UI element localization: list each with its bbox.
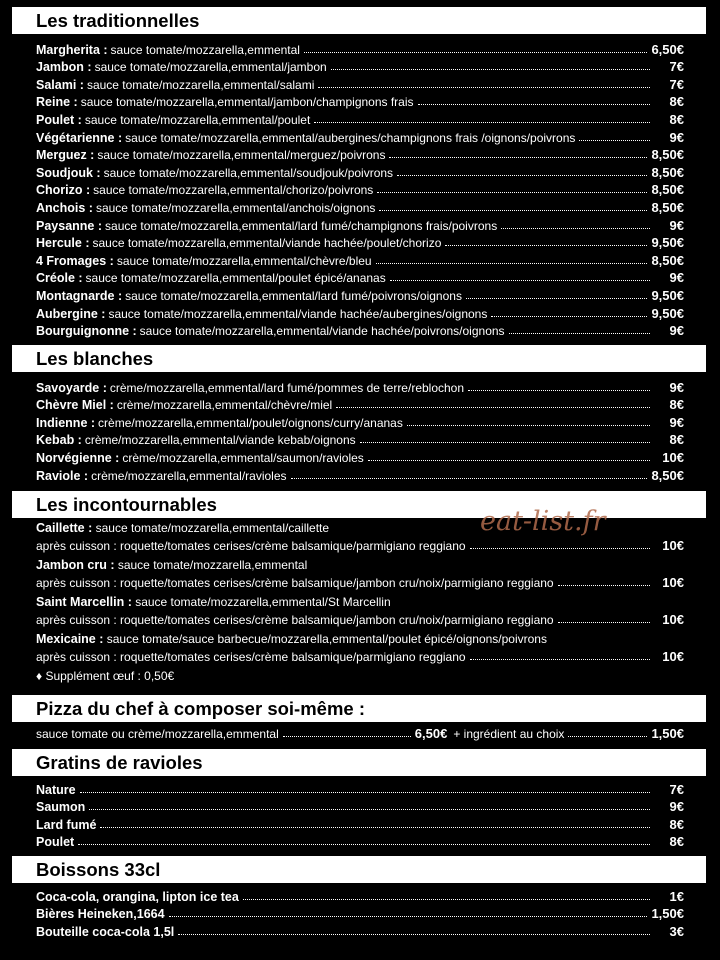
menu-item: [36, 904, 684, 922]
item-description: crème/mozzarella,emmental/lard fumé/pommes de terre/reblochon: [109, 380, 465, 395]
item-name: Montagnarde :: [36, 288, 123, 303]
menu-item: [36, 412, 684, 430]
dot-leader: [377, 191, 647, 193]
dot-leader: [418, 103, 650, 105]
dot-leader: [336, 406, 650, 408]
item-name: Margherita :: [36, 42, 108, 57]
dot-leader: [390, 279, 650, 281]
item-price: 7€: [669, 781, 684, 797]
item-price: 10€: [662, 649, 684, 664]
section-header-chef: Pizza du chef à composer soi-même :: [12, 695, 706, 722]
item-description: sauce tomate/sauce barbecue/mozzarella,emmental/poulet épicé/oignons/poivrons: [103, 632, 547, 646]
menu-item: [36, 197, 684, 215]
item-price: 9€: [669, 414, 684, 430]
item-description: sauce tomate/mozzarella,emmental/lard fumé/champignons frais/poivrons: [105, 218, 498, 233]
item-price: 8,50€: [651, 164, 684, 180]
item-description: sauce tomate/mozzarella,emmental/aubergines/champignons frais /oignons/poivrons: [125, 130, 576, 145]
item-price: 8,50€: [651, 147, 684, 163]
item-price: 3€: [669, 923, 684, 939]
item-price: 10€: [662, 575, 684, 590]
dot-leader: [243, 898, 650, 900]
item-name: Savoyarde :: [36, 380, 107, 395]
dot-leader: [491, 315, 647, 317]
incontournable-after-line: [36, 573, 684, 590]
item-name: Caillette :: [36, 521, 93, 535]
item-price: 9€: [669, 270, 684, 286]
item-description: sauce tomate/mozzarella,emmental/viande hachée/poulet/chorizo: [92, 236, 442, 251]
item-description: sauce tomate/mozzarella,emmental: [114, 558, 308, 572]
dot-leader: [379, 209, 647, 211]
item-name: Bourguignonne :: [36, 324, 137, 339]
dot-leader: [466, 297, 648, 299]
item-description: sauce tomate/mozzarella,emmental: [110, 42, 300, 57]
item-description: sauce tomate/mozzarella,emmental/caillette: [92, 521, 330, 535]
item-description: sauce tomate/mozzarella,emmental/poulet: [84, 112, 311, 127]
item-description: sauce tomate/mozzarella,emmental/lard fumé/poivrons/oignons: [125, 288, 462, 303]
dot-leader: [470, 548, 650, 549]
menu-item: [36, 797, 684, 815]
section-header-gratins: Gratins de ravioles: [12, 749, 706, 776]
item-description: crème/mozzarella,emmental/saumon/ravioles: [122, 450, 364, 465]
section-header-incontournables: Les incontournables: [12, 491, 706, 518]
item-name: Poulet: [36, 835, 75, 850]
item-price: 9€: [669, 129, 684, 145]
item-name: Coca-cola, orangina, lipton ice tea: [36, 889, 239, 904]
dot-leader: [169, 915, 648, 917]
dot-leader: [568, 736, 647, 737]
item-price: 8€: [669, 816, 684, 832]
chef-base-price: 6,50€: [414, 726, 448, 741]
menu-item: [36, 886, 684, 904]
item-description: sauce tomate/mozzarella,emmental/anchois/oignons: [95, 200, 376, 215]
dot-leader: [445, 244, 647, 246]
item-name: Anchois :: [36, 200, 93, 215]
dot-leader: [314, 121, 650, 123]
menu-item: [36, 447, 684, 465]
item-name: Indienne :: [36, 415, 96, 430]
item-price: 8,50€: [651, 182, 684, 198]
supplement-note: ♦ Supplément œuf : 0,50€: [36, 669, 175, 683]
dot-leader: [360, 441, 650, 443]
item-name: Jambon :: [36, 60, 92, 75]
item-description: sauce tomate/mozzarella,emmental/salami: [86, 77, 315, 92]
item-name: Soudjouk :: [36, 165, 101, 180]
menu-item: [36, 303, 684, 321]
menu-item: [36, 921, 684, 939]
menu-item: [36, 395, 684, 413]
menu-item: [36, 74, 684, 92]
item-description: sauce tomate/mozzarella,emmental/viande hachée/poivrons/oignons: [139, 324, 505, 339]
item-description: sauce tomate/mozzarella,emmental/merguez/poivrons: [97, 148, 386, 163]
dot-leader: [509, 332, 650, 334]
dot-leader: [368, 459, 650, 461]
item-name: Jambon cru :: [36, 558, 115, 572]
item-price: 10€: [662, 612, 684, 627]
dot-leader: [468, 389, 650, 391]
item-name: Paysanne :: [36, 218, 103, 233]
item-name: Mexicaine :: [36, 632, 104, 646]
incontournable-title-line: [36, 631, 684, 648]
menu-item: [36, 814, 684, 832]
menu-item: [36, 215, 684, 233]
item-price: 8,50€: [651, 252, 684, 268]
item-price: 1,50€: [651, 906, 684, 922]
dot-leader: [376, 262, 648, 264]
item-description: sauce tomate/mozzarella,emmental/chèvre/bleu: [116, 253, 372, 268]
incontournable-title-line: [36, 557, 684, 574]
item-after-cooking: après cuisson : roquette/tomates cerises/crème balsamique/parmigiano reggiano: [36, 650, 466, 664]
item-description: sauce tomate/mozzarella,emmental/chorizo/poivrons: [93, 183, 374, 198]
item-price: 8,50€: [651, 199, 684, 215]
dot-leader: [304, 51, 647, 53]
item-name: Végétarienne :: [36, 130, 123, 145]
item-price: 10€: [662, 449, 684, 465]
item-price: 8€: [669, 111, 684, 127]
item-price: 8€: [669, 94, 684, 110]
dot-leader: [397, 174, 647, 176]
incontournable-after-line: [36, 536, 684, 553]
item-description: crème/mozzarella,emmental/ravioles: [91, 468, 287, 483]
section-header-boissons: Boissons 33cl: [12, 856, 706, 883]
dot-leader: [501, 227, 650, 229]
menu-item: [36, 465, 684, 483]
item-name: Raviole :: [36, 468, 89, 483]
menu-item: [36, 127, 684, 145]
item-name: Bières Heineken,1664: [36, 907, 165, 922]
item-description: crème/mozzarella,emmental/poulet/oignons/curry/ananas: [98, 415, 403, 430]
item-description: sauce tomate/mozzarella,emmental/jambon/champignons frais: [80, 95, 414, 110]
section-header-traditionnelles: Les traditionnelles: [12, 7, 706, 34]
item-name: Lard fumé: [36, 817, 97, 832]
item-price: 9€: [669, 799, 684, 815]
item-description: crème/mozzarella,emmental/viande kebab/oignons: [84, 433, 356, 448]
dot-leader: [78, 843, 650, 845]
incontournable-title-line: [36, 594, 684, 611]
item-price: 1€: [669, 888, 684, 904]
menu-item: [36, 162, 684, 180]
menu-item: [36, 109, 684, 127]
menu-item: [36, 377, 684, 395]
dot-leader: [291, 477, 648, 479]
item-price: 9,50€: [651, 287, 684, 303]
item-name: Kebab :: [36, 433, 82, 448]
item-name: Reine :: [36, 95, 78, 110]
item-price: 9€: [669, 379, 684, 395]
item-price: 8€: [669, 397, 684, 413]
item-price: 7€: [669, 59, 684, 75]
item-description: sauce tomate/mozzarella,emmental/viande hachée/aubergines/oignons: [108, 306, 488, 321]
item-description: sauce tomate/mozzarella,emmental/jambon: [94, 60, 327, 75]
menu-item: [36, 321, 684, 339]
menu-item: [36, 145, 684, 163]
item-price: 9€: [669, 217, 684, 233]
section-header-blanches: Les blanches: [12, 345, 706, 372]
menu-item: [36, 233, 684, 251]
menu-item: [36, 779, 684, 797]
item-price: 9€: [669, 323, 684, 339]
item-description: sauce tomate/mozzarella,emmental/poulet épicé/ananas: [85, 271, 386, 286]
item-price: 9,50€: [651, 235, 684, 251]
menu-item: [36, 39, 684, 57]
item-name: Créole :: [36, 271, 83, 286]
dot-leader: [80, 791, 650, 793]
item-description: sauce tomate/mozzarella,emmental/soudjouk/poivrons: [103, 165, 394, 180]
menu-item: [36, 180, 684, 198]
item-name: Merguez :: [36, 148, 95, 163]
dot-leader: [100, 826, 650, 828]
item-after-cooking: après cuisson : roquette/tomates cerises/crème balsamique/jambon cru/noix/parmigiano reggiano: [36, 576, 554, 590]
item-description: sauce tomate/mozzarella,emmental/St Marcellin: [131, 595, 391, 609]
dot-leader: [579, 139, 650, 141]
menu-item: [36, 268, 684, 286]
item-description: crème/mozzarella,emmental/chèvre/miel: [116, 398, 333, 413]
menu-item: [36, 250, 684, 268]
dot-leader: [331, 68, 650, 70]
item-name: Aubergine :: [36, 306, 106, 321]
chef-base: sauce tomate ou crème/mozzarella,emmental: [36, 727, 279, 741]
item-after-cooking: après cuisson : roquette/tomates cerises/crème balsamique/jambon cru/noix/parmigiano reggiano: [36, 613, 554, 627]
item-price: 7€: [669, 76, 684, 92]
item-name: Saumon: [36, 800, 86, 815]
chef-compose-row: [36, 724, 684, 741]
item-name: Chèvre Miel :: [36, 398, 114, 413]
item-name: Saint Marcellin :: [36, 595, 132, 609]
item-price: 8€: [669, 834, 684, 850]
item-after-cooking: après cuisson : roquette/tomates cerises/crème balsamique/parmigiano reggiano: [36, 539, 466, 553]
menu-item: [36, 430, 684, 448]
menu-item: [36, 832, 684, 850]
dot-leader: [558, 585, 650, 586]
chef-extra: + ingrédient au choix: [453, 727, 565, 741]
dot-leader: [558, 622, 650, 623]
menu-item: [36, 92, 684, 110]
chef-extra-price: 1,50€: [651, 726, 684, 741]
dot-leader: [407, 424, 650, 426]
item-name: Nature: [36, 782, 76, 797]
dot-leader: [318, 86, 650, 88]
item-price: 8€: [669, 432, 684, 448]
watermark: eat-list.fr: [480, 506, 606, 537]
item-price: 9,50€: [651, 305, 684, 321]
menu-item: [36, 285, 684, 303]
dot-leader: [470, 659, 650, 660]
item-price: 10€: [662, 538, 684, 553]
item-name: Salami :: [36, 77, 84, 92]
item-name: Hercule :: [36, 236, 90, 251]
dot-leader: [283, 736, 411, 737]
item-name: Chorizo :: [36, 183, 91, 198]
incontournable-after-line: [36, 647, 684, 664]
item-name: Norvégienne :: [36, 450, 120, 465]
item-name: Poulet :: [36, 112, 82, 127]
menu-item: [36, 57, 684, 75]
item-name: 4 Fromages :: [36, 253, 114, 268]
item-name: Bouteille coca-cola 1,5l: [36, 924, 175, 939]
item-price: 6,50€: [651, 41, 684, 57]
dot-leader: [389, 156, 647, 158]
dot-leader: [89, 808, 650, 810]
dot-leader: [178, 933, 650, 935]
incontournable-after-line: [36, 610, 684, 627]
item-price: 8,50€: [651, 467, 684, 483]
